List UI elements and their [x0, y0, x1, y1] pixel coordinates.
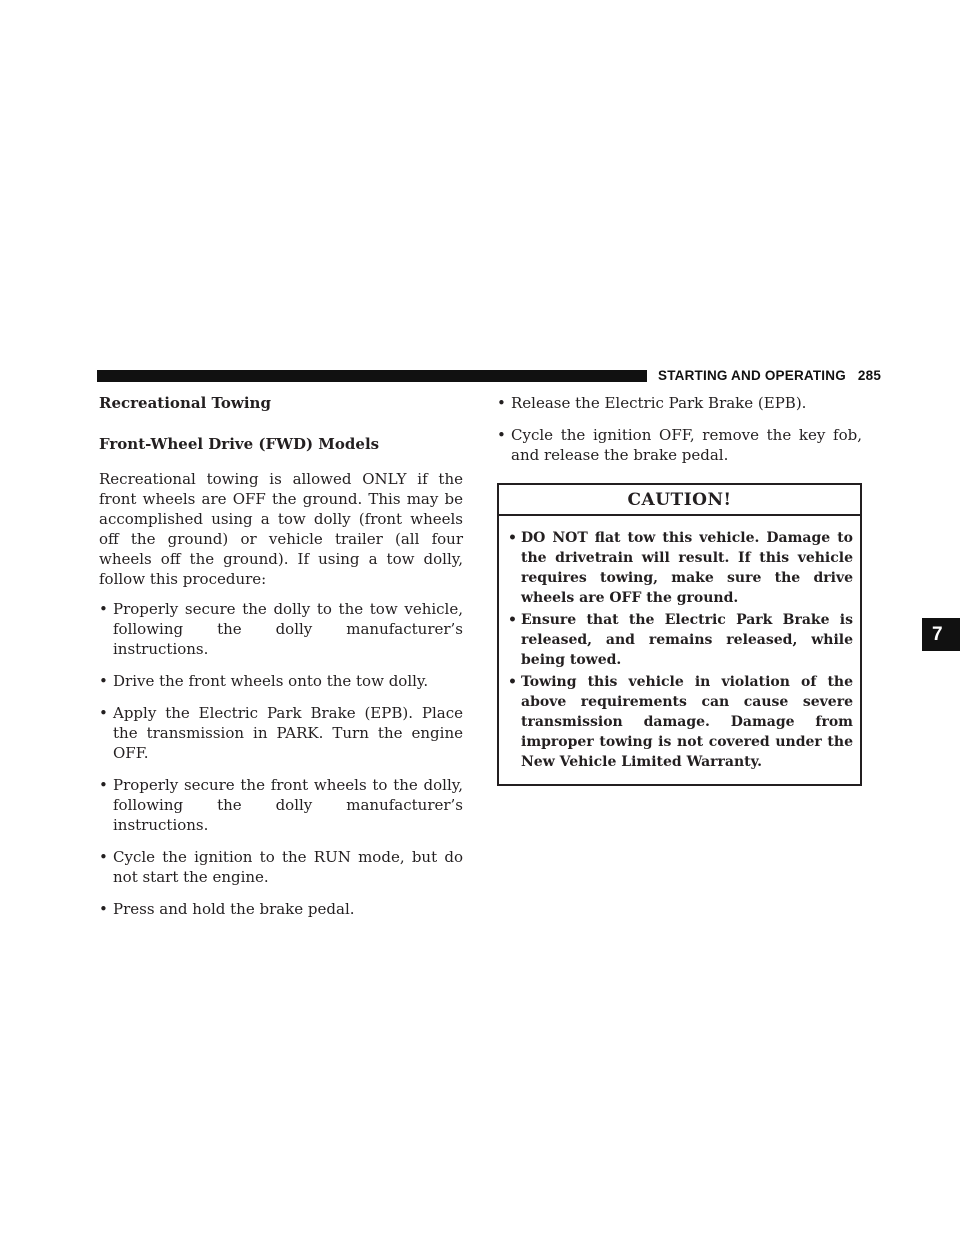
- left-column: [99, 393, 463, 919]
- caution-item: • DO NOT flat tow this vehicle. Damage to the drivetrain will result. If this vehicle requires towing, make sure the drive wheels are OFF the ground.: [508, 530, 853, 606]
- bullet-icon: •: [497, 426, 506, 444]
- intro-paragraph: Recreational towing is allowed ONLY if the front wheels are OFF the ground. This may be accomplished using a tow dolly (front wheels off the ground) or vehicle trailer (all four wheels off the ground). If using a tow dolly, follow this procedure:: [99, 470, 463, 588]
- list-item: • Properly secure the dolly to the tow vehicle, following the dolly manufacturer’s instructions.: [99, 600, 463, 658]
- caution-list: [499, 516, 860, 784]
- right-column: [497, 393, 862, 786]
- bullet-icon: •: [508, 612, 517, 628]
- list-item: • Cycle the ignition OFF, remove the key fob, and release the brake pedal.: [497, 426, 862, 464]
- caution-item: • Ensure that the Electric Park Brake is released, and remains released, while being towed.: [508, 612, 853, 668]
- list-item: • Properly secure the front wheels to the dolly, following the dolly manufacturer’s instructions.: [99, 776, 463, 834]
- list-item: • Press and hold the brake pedal.: [99, 900, 355, 918]
- bullet-icon: •: [99, 704, 108, 722]
- list-item: • Release the Electric Park Brake (EPB).: [497, 394, 807, 412]
- subsection-heading: Front-Wheel Drive (FWD) Models: [99, 435, 380, 453]
- list-item: • Apply the Electric Park Brake (EPB). Place the transmission in PARK. Turn the engine OFF.: [99, 704, 463, 762]
- running-header: [658, 368, 881, 383]
- bullet-icon: •: [99, 776, 108, 794]
- section-heading: Recreational Towing: [99, 394, 271, 412]
- bullet-icon: •: [508, 530, 517, 546]
- bullet-icon: •: [99, 900, 108, 918]
- bullet-icon: •: [497, 394, 506, 412]
- page-number: 285: [857, 368, 882, 383]
- bullet-icon: •: [508, 674, 517, 690]
- towing-steps-continued-list: [497, 393, 862, 465]
- caution-box: [497, 483, 862, 786]
- bullet-icon: •: [99, 600, 108, 618]
- list-item: • Drive the front wheels onto the tow dolly.: [99, 672, 429, 690]
- caution-title: CAUTION!: [499, 485, 860, 516]
- bullet-icon: •: [99, 672, 108, 690]
- towing-steps-list: [99, 599, 463, 919]
- section-title: STARTING AND OPERATING: [658, 368, 846, 383]
- chapter-tab: 7: [922, 618, 960, 651]
- bullet-icon: •: [99, 848, 108, 866]
- header-rule: [97, 370, 647, 382]
- caution-item: • Towing this vehicle in violation of the above requirements can cause severe transmission damage. Damage from improper towing is not covered under the New Vehicle Limited Warranty.: [508, 674, 853, 770]
- list-item: • Cycle the ignition to the RUN mode, but do not start the engine.: [99, 848, 463, 886]
